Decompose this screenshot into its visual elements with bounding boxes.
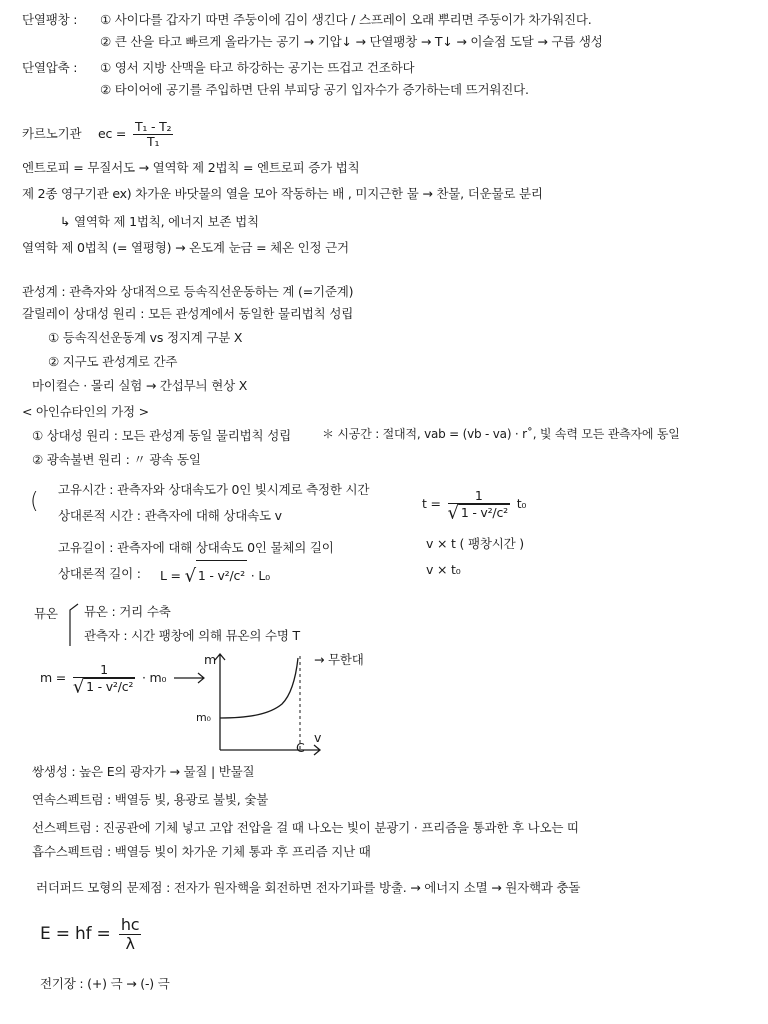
carnot-numerator: T₁ - T₂	[135, 119, 172, 134]
michelson-morley: 마이컬슨 · 몰리 실험 → 간섭무늬 현상 X	[32, 378, 248, 393]
photon-energy-denominator: λ	[125, 933, 135, 953]
galileo-point-2: ② 지구도 관성계로 간주	[48, 354, 178, 369]
length-formula-lhs: L =	[160, 568, 181, 583]
mass-fraction	[72, 661, 135, 698]
photon-energy-fraction	[119, 916, 142, 953]
perpetual-motion-2-arrow-note: ↳ 열역학 제 1법칙, 에너지 보존 법칙	[60, 214, 259, 229]
adiabatic-compression-item-1: ① 영서 지방 산맥을 타고 하강하는 공기는 뜨겁고 건조하다	[100, 60, 415, 75]
graph-origin-label: m₀	[196, 711, 211, 724]
continuous-spectrum-note: 연속스펙트럼 : 백열등 빛, 용광로 불빛, 숯불	[32, 792, 269, 807]
zeroth-law-note: 열역학 제 0법칙 (= 열평형) → 온도계 눈금 = 체온 인정 근거	[22, 240, 349, 255]
adiabatic-expansion-title: 단열팽창 :	[22, 12, 78, 27]
carnot-label: 카르노기관	[22, 126, 82, 141]
x-axis	[220, 745, 320, 755]
adiabatic-expansion-item-1: ① 사이다를 갑자기 따면 주둥이에 김이 생긴다 / 스프레이 오래 뿌리면 주둥이가 차가워진다.	[100, 12, 592, 27]
mass-formula-lhs: m =	[40, 670, 67, 685]
carnot-denominator: T₁	[147, 134, 160, 149]
graph-x-label: v	[314, 730, 322, 745]
inertial-frame-definition: 관성계 : 관측자와 상대적으로 등속직선운동하는 계 (=기준계)	[22, 284, 354, 299]
einstein-postulate-1-note: ＊ 시공간 : 절대적, vab = (vb - va) · r˚, 빛 속력 모든 관측자에 동일	[322, 427, 680, 441]
mass-numerator: 1	[73, 663, 135, 678]
graph-y-label: m	[204, 652, 216, 667]
time-brace: (	[30, 489, 39, 514]
mass-radicand: 1 - v²/c²	[86, 678, 134, 694]
graph-c-label: C	[296, 740, 305, 755]
perpetual-motion-2-note: 제 2종 영구기관 ex) 차가운 바닷물의 열을 모아 작동하는 배 , 미지근한 물 → 찬물, 더운물로 분리	[22, 186, 543, 201]
pair-production-note: 쌍생성 : 높은 E의 광자가 → 물질 | 반물질	[32, 764, 255, 779]
muon-observer-2: 관측자 : 시간 팽창에 의해 뮤온의 수명 T	[84, 628, 300, 643]
adiabatic-compression-title: 단열압축 :	[22, 60, 78, 75]
photon-energy-formula	[40, 914, 144, 954]
time-formula-suffix: t₀	[516, 496, 527, 511]
rutherford-model-note: 러더퍼드 모형의 문제점 : 전자가 원자핵을 회전하면 전자기파를 방출. → 에너지 소멸 → 원자핵과 충돌	[36, 880, 581, 895]
muon-bracket	[64, 600, 84, 650]
adiabatic-expansion-item-2: ② 큰 산을 타고 빠르게 올라가는 공기 → 기압↓ → 단열팽창 → T↓ → 이슬점 도달 → 구름 생성	[100, 34, 603, 49]
photon-energy-lhs: E = hf =	[40, 924, 111, 944]
muon-observer-1: 뮤온 : 거리 수축	[84, 604, 171, 619]
relativistic-mass-formula	[40, 658, 166, 698]
time-numerator: 1	[448, 489, 510, 504]
time-dilation-formula	[422, 486, 526, 522]
relative-time: 상대론적 시간 : 관측자에 대해 상대속도 v	[58, 508, 282, 523]
galileo-point-1: ① 등속직선운동계 vs 정지계 구분 X	[48, 330, 243, 345]
mass-formula-suffix: · m₀	[142, 670, 167, 685]
galileo-relativity: 갈릴레이 상대성 원리 : 모든 관성계에서 동일한 물리법칙 성립	[22, 306, 354, 321]
vt0-note: v × t₀	[426, 562, 461, 577]
proper-length: 고유길이 : 관측자에 대해 상대속도 0인 물체의 길이	[58, 540, 334, 555]
entropy-note: 엔트로피 = 무질서도 → 열역학 제 2법칙 = 엔트로피 증가 법칙	[22, 160, 360, 175]
adiabatic-compression-item-2: ② 타이어에 공기를 주입하면 단위 부피당 공기 입자수가 증가하는데 뜨거워진다.	[100, 82, 529, 97]
length-formula-suffix: · L₀	[250, 568, 270, 583]
line-spectrum-note: 선스펙트럼 : 진공관에 기체 넣고 고압 전압을 걸 때 나오는 빛이 분광기 · 프리즘을 통과한 후 나오는 띠	[32, 820, 579, 835]
electric-field-note: 전기장 : (+) 극 → (-) 극	[40, 976, 170, 991]
carnot-formula	[98, 118, 176, 150]
einstein-postulate-2: ② 광속불변 원리 : 〃 광속 동일	[32, 452, 201, 467]
mass-denominator: √ 1 - v²/c²	[72, 676, 134, 698]
length-radicand: 1 - v²/c²	[196, 560, 247, 590]
muon-title: 뮤온	[34, 606, 58, 621]
relative-length: 상대론적 길이 :	[58, 566, 141, 581]
time-radicand: 1 - v²/c²	[460, 504, 508, 520]
photon-energy-numerator: hc	[120, 914, 140, 934]
carnot-formula-lhs: ec =	[98, 126, 127, 141]
graph-infinity-label: → 무한대	[314, 652, 364, 667]
mass-curve	[220, 658, 298, 718]
einstein-title: < 아인슈타인의 가정 >	[22, 404, 149, 419]
proper-time: 고유시간 : 관측자와 상대속도가 0인 빛시계로 측정한 시간	[58, 482, 370, 497]
time-fraction	[447, 487, 510, 524]
carnot-fraction	[133, 120, 173, 149]
einstein-postulate-1: ① 상대성 원리 : 모든 관성계 동일 물리법칙 성립	[32, 428, 291, 443]
absorption-spectrum-note: 흡수스펙트럼 : 백열등 빛이 차가운 기체 통과 후 프리즘 지난 때	[32, 844, 371, 859]
vt-note: v × t ( 팽창시간 )	[426, 536, 524, 551]
y-axis	[215, 654, 225, 750]
time-formula-lhs: t =	[422, 496, 441, 511]
length-contraction-formula: L = √ 1 - v²/c² · L₀	[160, 560, 270, 591]
time-denominator: √ 1 - v²/c²	[447, 502, 508, 524]
